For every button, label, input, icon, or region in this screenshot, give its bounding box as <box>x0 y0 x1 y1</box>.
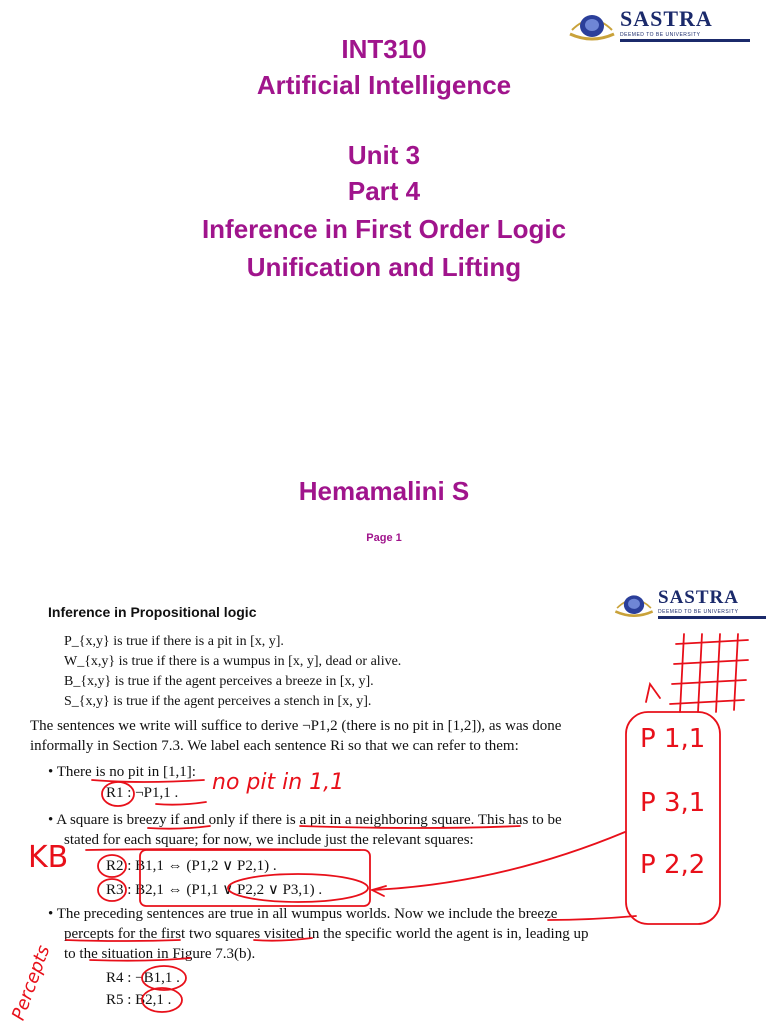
bullet-percepts: • The preceding sentences are true in all wumpus worlds. Now we include the breeze <box>48 906 558 922</box>
annotation-p11: P 1,1 <box>640 724 706 754</box>
annotation-no-pit: no pit in 1,1 <box>212 770 345 795</box>
logo-tagline: DEEMED TO BE UNIVERSITY <box>620 32 701 38</box>
bullet-breezy: • A square is breezy if and only if there is a pit in a neighboring square. This has to be <box>48 812 562 828</box>
topic-subtitle: Unification and Lifting <box>246 252 522 282</box>
slide-heading: Inference in Propositional logic <box>48 604 257 620</box>
paragraph-line: informally in Section 7.3. We label each sentence Ri so that we can refer to them: <box>30 738 519 754</box>
definition-wumpus: W_{x,y} is true if there is a wumpus in [x, y], dead or alive. <box>64 654 402 669</box>
definition-pit: P_{x,y} is true if there is a pit in [x, y]. <box>64 634 284 649</box>
slide-divider <box>0 566 768 584</box>
sentence-r1: R1 : ¬P1,1 . <box>106 785 179 801</box>
annotation-percepts: Percepts <box>8 942 55 1024</box>
sentence-r2: R2 : B1,1 ⇔ (P1,2 ∨ P2,1) . <box>106 858 277 874</box>
bullet-percepts-cont: to the situation in Figure 7.3(b). <box>64 946 256 962</box>
sentence-r5: R5 : B2,1 . <box>106 992 172 1008</box>
definition-breeze: B_{x,y} is true if the agent perceives a breeze in [x, y]. <box>64 674 374 689</box>
sentence-r4: R4 : ¬B1,1 . <box>106 970 180 986</box>
definition-stench: S_{x,y} is true if the agent perceives a stench in [x, y]. <box>64 694 372 709</box>
part-label: Part 4 <box>347 176 421 206</box>
page-number: Page 1 <box>366 532 402 544</box>
paragraph-line: The sentences we write will suffice to derive ¬P1,2 (there is no pit in [1,2]), as was done <box>30 718 562 734</box>
sentence-r3: R3 : B2,1 ⇔ (P1,1 ∨ P2,2 ∨ P3,1) . <box>106 882 323 898</box>
annotation-p22: P 2,2 <box>640 850 706 880</box>
unit-label: Unit 3 <box>347 140 421 170</box>
logo-text: SASTRA <box>620 6 713 31</box>
bullet-breezy-cont: stated for each square; for now, we include just the relevant squares: <box>64 832 474 848</box>
logo-text: SASTRA <box>658 587 739 608</box>
bullet-no-pit: • There is no pit in [1,1]: <box>48 764 196 780</box>
bullet-percepts-cont: percepts for the first two squares visited in the specific world the agent is in, leading up <box>64 926 589 942</box>
course-name: Artificial Intelligence <box>256 70 512 100</box>
topic-title: Inference in First Order Logic <box>201 214 567 244</box>
course-code: INT310 <box>341 34 427 64</box>
logo-tagline: DEEMED TO BE UNIVERSITY <box>658 609 739 615</box>
author-name: Hemamalini S <box>298 476 470 506</box>
annotation-p31: P 3,1 <box>640 788 706 818</box>
annotation-kb: KB <box>28 840 69 875</box>
content-slide <box>0 584 768 1024</box>
